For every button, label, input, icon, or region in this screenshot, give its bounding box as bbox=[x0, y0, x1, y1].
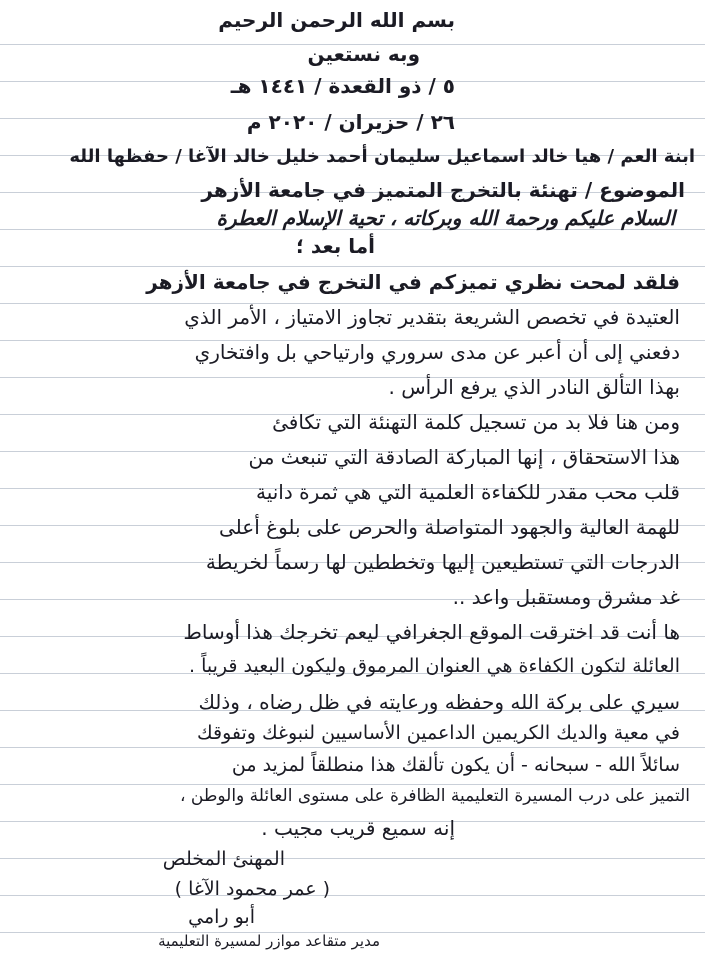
closing: المهنئ المخلص bbox=[162, 848, 285, 870]
body-line: غد مشرق ومستقبل واعد .. bbox=[452, 585, 680, 609]
body-line: في معية والديك الكريمين الداعمين الأساسيين لنبوغك وتفوقك bbox=[196, 722, 680, 744]
recipient-line: ابنة العم / هيا خالد اسماعيل سليمان أحمد خليل خالد الآغا / حفظها الله bbox=[69, 146, 695, 167]
body-line: فلقد لمحت نظري تميزكم في التخرج في جامعة الأزهر bbox=[146, 270, 680, 294]
body-line: سيري على بركة الله وحفظه ورعايته في ظل رضاه ، وذلك bbox=[198, 690, 680, 714]
body-line: العتيدة في تخصص الشريعة بتقدير تجاوز الامتياز ، الأمر الذي bbox=[184, 305, 680, 329]
subject-line: الموضوع / تهنئة بالتخرج المتميز في جامعة الأزهر bbox=[201, 178, 685, 202]
invocation: وبه نستعين bbox=[307, 42, 420, 66]
body-line: الدرجات التي تستطيعين إليها وتخططين لها رسماً لخريطة bbox=[205, 550, 680, 574]
signer-name: ( عمر محمود الآغا ) bbox=[174, 878, 330, 900]
body-line: دفعني إلى أن أعبر عن مدى سروري وارتياحي بل وافتخاري bbox=[194, 340, 680, 364]
basmala: بسم الله الرحمن الرحيم bbox=[218, 8, 455, 32]
body-line: هذا الاستحقاق ، إنها المباركة الصادقة التي تنبعث من bbox=[248, 445, 680, 469]
body-line: العائلة لتكون الكفاءة هي العنوان المرموق وليكون البعيد قريباً . bbox=[189, 655, 680, 677]
date-hijri: ٥ / ذو القعدة / ١٤٤١ هـ bbox=[230, 74, 455, 98]
body-line: للهمة العالية والجهود المتواصلة والحرص على بلوغ أعلى bbox=[219, 515, 680, 539]
salutation-after: أما بعد ؛ bbox=[295, 234, 375, 258]
body-line: قلب محب مقدر للكفاءة العلمية التي هي ثمرة دانية bbox=[255, 480, 680, 504]
date-gregorian: ٢٦ / حزيران / ٢٠٢٠ م bbox=[246, 110, 455, 134]
body-line: التميز على درب المسيرة التعليمية الظافرة على مستوى العائلة والوطن ، bbox=[180, 786, 690, 806]
signer-kunya: أبو رامي bbox=[188, 906, 255, 928]
body-line: بهذا التألق النادر الذي يرفع الرأس . bbox=[388, 375, 680, 399]
body-line: ها أنت قد اخترقت الموقع الجغرافي ليعم تخرجك هذا أوساط bbox=[183, 620, 680, 644]
body-line: ومن هنا فلا بد من تسجيل كلمة التهنئة التي تكافئ bbox=[272, 410, 680, 434]
greeting-line: السلام عليكم ورحمة الله وبركاته ، تحية الإسلام العطرة bbox=[216, 206, 675, 230]
signer-title: مدير متقاعد موازر لمسيرة التعليمية bbox=[158, 932, 380, 950]
body-line: إنه سميع قريب مجيب . bbox=[261, 816, 455, 840]
body-line: سائلاً الله - سبحانه - أن يكون تألقك هذا منطلقاً لمزيد من bbox=[231, 754, 680, 776]
